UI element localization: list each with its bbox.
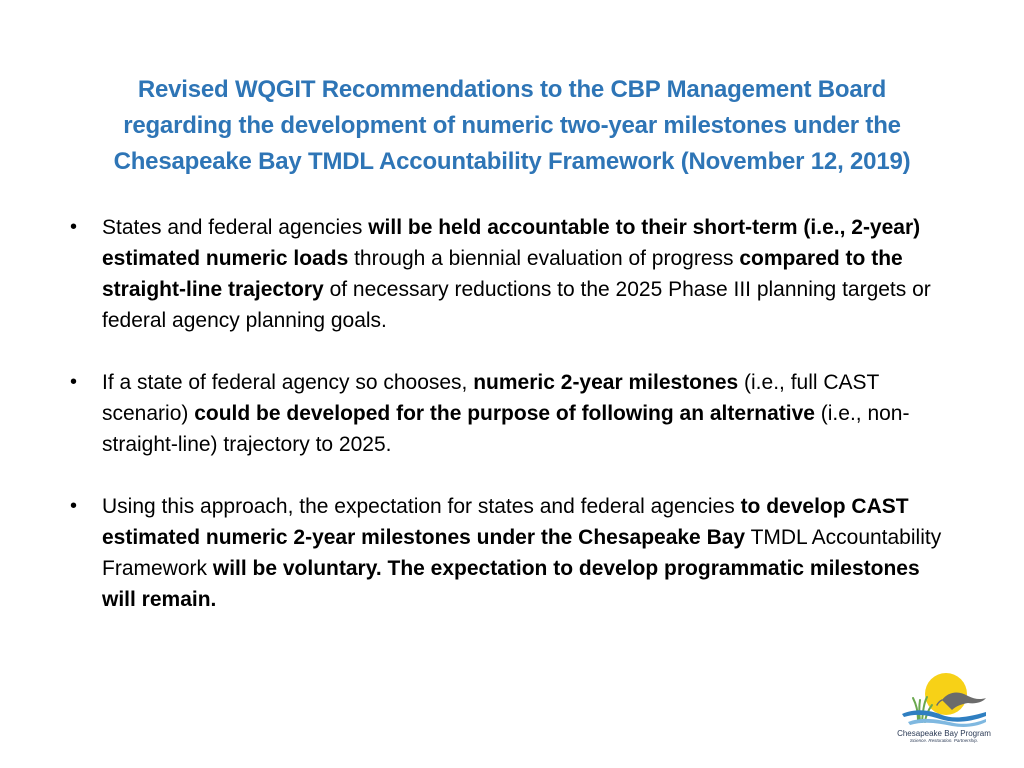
title-line-2: regarding the development of numeric two-year milestones under the xyxy=(123,112,901,139)
bullet-text-segment: (i.e., non-straight-line) trajectory to 2025. xyxy=(102,402,910,456)
bullet-icon: • xyxy=(70,495,78,517)
logo-tagline: Science. Restoration. Partnership. xyxy=(909,738,979,743)
bullet-text-segment: (i.e., full CAST scenario) xyxy=(102,371,880,425)
logo-name: Chesapeake Bay Program xyxy=(897,729,991,738)
bullet-text-segment-bold: compared to the straight-line trajectory xyxy=(102,247,903,301)
bullet-text-segment: of necessary reductions to the 2025 Phase III planning targets or federal agency planning goals. xyxy=(102,278,931,332)
bullet-item-1 xyxy=(64,212,944,336)
bullet-icon: • xyxy=(70,371,78,393)
bullet-text-segment-bold: will be voluntary. The expectation to develop programmatic milestones will remain. xyxy=(102,557,920,611)
bullet-icon: • xyxy=(70,216,78,238)
bullet-text-segment: through a biennial evaluation of progress xyxy=(348,247,740,270)
bullet-text-segment-bold: to develop CAST estimated numeric 2-year milestones under the Chesapeake Bay xyxy=(102,495,909,549)
bullet-text-segment: Using this approach, the expectation for states and federal agencies xyxy=(102,495,741,518)
bullet-item-3 xyxy=(64,491,944,615)
slide-title xyxy=(60,72,964,180)
bullet-list xyxy=(64,212,944,646)
title-line-1: Revised WQGIT Recommendations to the CBP Management Board xyxy=(137,76,887,103)
logo-emblem-icon xyxy=(896,670,992,728)
bullet-text-segment: States and federal agencies xyxy=(102,216,369,239)
chesapeake-bay-program-logo xyxy=(896,670,992,750)
bullet-text-segment-bold: could be developed for the purpose of following an alternative xyxy=(194,402,815,425)
bullet-text-segment: TMDL Accountability Framework xyxy=(102,526,942,580)
bullet-text-segment: If a state of federal agency so chooses, xyxy=(102,371,474,394)
title-line-3: Chesapeake Bay TMDL Accountability Framework (November 12, 2019) xyxy=(113,148,911,175)
bullet-text-segment-bold: numeric 2-year milestones xyxy=(473,371,739,394)
bullet-text-segment-bold: will be held accountable to their short-term (i.e., 2-year) estimated numeric loads xyxy=(102,216,921,270)
bullet-item-2 xyxy=(64,367,944,460)
